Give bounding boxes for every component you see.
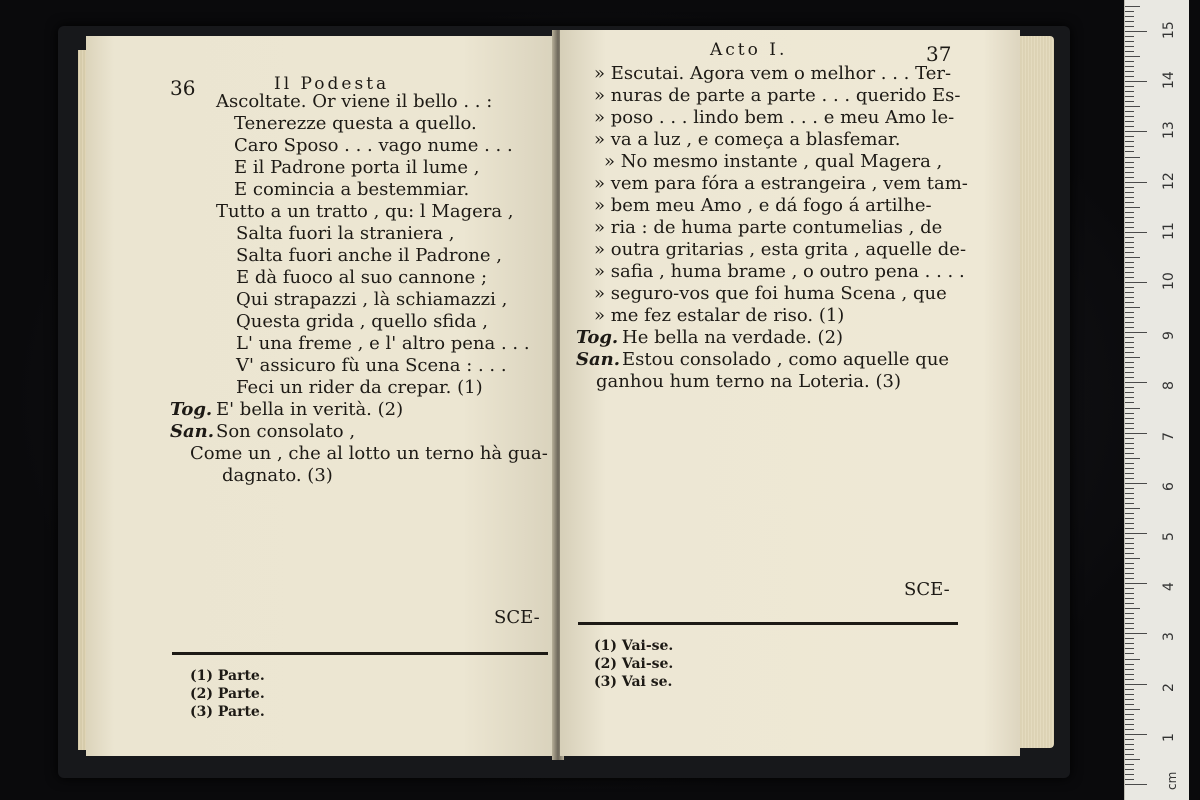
ruler-tick [1125, 106, 1140, 107]
continuation-line: dagnato. (3) [222, 465, 333, 486]
verse-line: Caro Sposo . . . vago nume . . . [234, 135, 513, 156]
dialogue-text: E' bella in verità. (2) [216, 399, 404, 420]
ruler-number: 1 [1161, 732, 1177, 742]
ruler-number: 15 [1161, 21, 1177, 39]
ruler-tick [1125, 242, 1134, 243]
ruler-tick [1125, 633, 1147, 634]
ruler-tick [1125, 719, 1134, 720]
ruler-tick [1125, 548, 1134, 549]
ruler-tick [1125, 588, 1134, 589]
prose-line: » poso . . . lindo bem . . . e meu Amo le- [594, 107, 955, 128]
ruler-tick [1125, 192, 1134, 193]
ruler-tick [1125, 277, 1134, 278]
dialogue-text: Son consolato , [216, 421, 356, 442]
footnote-rule [578, 622, 958, 625]
verse-line: E il Padrone porta il lume , [234, 157, 480, 178]
ruler-tick [1125, 493, 1134, 494]
ruler-tick [1125, 779, 1134, 780]
footnote: (3) Parte. [190, 704, 265, 720]
verse-line: Feci un rider da crepar. (1) [236, 377, 483, 398]
ruler-tick [1125, 197, 1134, 198]
ruler-tick [1125, 774, 1134, 775]
continuation-line: Come un , che al lotto un terno hà gua- [190, 443, 548, 464]
ruler-tick [1125, 327, 1134, 328]
verse-line: Qui strapazzi , là schiamazzi , [236, 289, 508, 310]
ruler-number: 7 [1161, 431, 1177, 441]
ruler-tick [1125, 533, 1147, 534]
ruler-tick [1125, 463, 1134, 464]
ruler-tick [1125, 628, 1134, 629]
ruler-tick [1125, 453, 1134, 454]
ruler-tick [1125, 704, 1134, 705]
ruler-tick [1125, 583, 1147, 584]
ruler-number: 12 [1161, 171, 1177, 190]
ruler-tick [1125, 337, 1134, 338]
ruler-number: 9 [1161, 331, 1177, 341]
ruler-tick [1125, 177, 1134, 178]
ruler-tick [1125, 36, 1134, 37]
ruler-tick [1125, 91, 1134, 92]
ruler-tick [1125, 764, 1134, 765]
ruler-tick [1125, 252, 1134, 253]
ruler-tick [1125, 121, 1134, 122]
ruler-tick [1125, 674, 1134, 675]
measurement-ruler [1124, 0, 1189, 800]
ruler-tick [1125, 222, 1134, 223]
ruler-number: 13 [1161, 121, 1177, 140]
ruler-tick [1125, 372, 1134, 373]
ruler-tick [1125, 653, 1134, 654]
ruler-tick [1125, 227, 1134, 228]
ruler-tick [1125, 182, 1147, 183]
ruler-tick [1125, 769, 1134, 770]
footnote-rule [172, 652, 548, 655]
verse-line: Salta fuori anche il Padrone , [236, 245, 502, 266]
ruler-tick [1125, 598, 1134, 599]
ruler-tick [1125, 297, 1134, 298]
footnote: (2) Parte. [190, 686, 265, 702]
prose-line: » seguro-vos que foi huma Scena , que [594, 283, 947, 304]
ruler-tick [1125, 643, 1134, 644]
ruler-tick [1125, 689, 1134, 690]
ruler-tick [1125, 623, 1134, 624]
ruler-tick [1125, 418, 1134, 419]
speaker-label: San. [170, 421, 215, 442]
footnote: (1) Vai-se. [594, 638, 674, 654]
dialogue-text: Estou consolado , como aquelle que [622, 349, 950, 370]
speaker-label: Tog. [170, 399, 213, 420]
ruler-tick [1125, 749, 1134, 750]
ruler-tick [1125, 538, 1134, 539]
ruler-tick [1125, 553, 1134, 554]
ruler-tick [1125, 729, 1134, 730]
ruler-tick [1125, 754, 1134, 755]
ruler-number: 11 [1161, 221, 1177, 240]
ruler-tick [1125, 187, 1134, 188]
verse-line: Salta fuori la straniera , [236, 223, 455, 244]
ruler-tick [1125, 669, 1134, 670]
verse-line: Ascoltate. Or viene il bello . . : [216, 91, 493, 112]
ruler-tick [1125, 76, 1134, 77]
ruler-tick [1125, 332, 1147, 333]
ruler-tick [1125, 739, 1134, 740]
ruler-tick [1125, 684, 1147, 685]
footnote: (2) Vai-se. [594, 656, 674, 672]
ruler-tick [1125, 292, 1134, 293]
ruler-tick [1125, 51, 1134, 52]
ruler-number: 6 [1161, 481, 1177, 491]
prose-line: » vem para fóra a estrangeira , vem tam- [594, 173, 968, 194]
ruler-tick [1125, 207, 1140, 208]
ruler-tick [1125, 172, 1134, 173]
ruler-number: 10 [1161, 272, 1177, 290]
ruler-tick [1125, 679, 1134, 680]
ruler-tick [1125, 302, 1134, 303]
catchword: SCE- [494, 607, 540, 628]
right-page-header: Acto I. [710, 40, 788, 60]
prose-line: » safia , huma brame , o outro pena . . . . [594, 261, 965, 282]
right-page [560, 30, 1020, 756]
ruler-number: 4 [1161, 582, 1177, 592]
dialogue-text: He bella na verdade. (2) [622, 327, 844, 348]
ruler-tick [1125, 212, 1134, 213]
speaker-label: Tog. [576, 327, 619, 348]
ruler-tick [1125, 523, 1134, 524]
ruler-tick [1125, 267, 1134, 268]
ruler-tick [1125, 433, 1147, 434]
ruler-tick [1125, 21, 1134, 22]
ruler-tick [1125, 16, 1134, 17]
speaker-label: San. [576, 349, 621, 370]
ruler-tick [1125, 664, 1134, 665]
ruler-tick [1125, 694, 1134, 695]
prose-line: » me fez estalar de riso. (1) [594, 305, 845, 326]
ruler-tick [1125, 543, 1134, 544]
ruler-tick [1125, 237, 1134, 238]
ruler-tick [1125, 312, 1134, 313]
continuation-line: ganhou hum terno na Loteria. (3) [596, 371, 901, 392]
ruler-number: 8 [1161, 381, 1177, 391]
ruler-tick [1125, 468, 1134, 469]
ruler-tick [1125, 357, 1140, 358]
ruler-tick [1125, 11, 1134, 12]
verse-line: E comincia a bestemmiar. [234, 179, 470, 200]
ruler-tick [1125, 744, 1134, 745]
left-page [86, 36, 556, 756]
ruler-unit-label: cm [1165, 771, 1179, 790]
ruler-tick [1125, 699, 1134, 700]
ruler-tick [1125, 287, 1134, 288]
ruler-tick [1125, 408, 1140, 409]
ruler-tick [1125, 428, 1134, 429]
ruler-tick [1125, 6, 1140, 7]
ruler-tick [1125, 151, 1134, 152]
right-page-number: 37 [926, 42, 952, 66]
ruler-tick [1125, 759, 1140, 760]
ruler-tick [1125, 659, 1140, 660]
ruler-tick [1125, 458, 1140, 459]
ruler-tick [1125, 402, 1134, 403]
left-page-header: Il Podesta [274, 74, 390, 94]
ruler-tick [1125, 648, 1134, 649]
ruler-tick [1125, 483, 1147, 484]
ruler-tick [1125, 66, 1134, 67]
ruler-tick [1125, 734, 1147, 735]
ruler-tick [1125, 563, 1134, 564]
ruler-number: 14 [1161, 71, 1177, 90]
prose-line: » bem meu Amo , e dá fogo á artilhe- [594, 195, 932, 216]
prose-line: » va a luz , e começa a blasfemar. [594, 129, 901, 150]
prose-line: » No mesmo instante , qual Magera , [604, 151, 943, 172]
ruler-tick [1125, 613, 1134, 614]
ruler-tick [1125, 157, 1140, 158]
ruler-tick [1125, 162, 1134, 163]
ruler-tick [1125, 397, 1134, 398]
ruler-tick [1125, 478, 1134, 479]
ruler-tick [1125, 146, 1134, 147]
verse-line: L' una freme , e l' altro pena . . . [236, 333, 530, 354]
ruler-tick [1125, 131, 1147, 132]
prose-line: » outra gritarias , esta grita , aquelle de- [594, 239, 967, 260]
ruler-tick [1125, 352, 1134, 353]
ruler-tick [1125, 26, 1134, 27]
ruler-tick [1125, 116, 1134, 117]
ruler-tick [1125, 558, 1140, 559]
ruler-tick [1125, 86, 1134, 87]
ruler-tick [1125, 618, 1134, 619]
ruler-tick [1125, 568, 1134, 569]
ruler-tick [1125, 46, 1134, 47]
ruler-tick [1125, 488, 1134, 489]
ruler-tick [1125, 518, 1134, 519]
verse-line: Questa grida , quello sfida , [236, 311, 489, 332]
ruler-tick [1125, 448, 1134, 449]
footnote: (1) Parte. [190, 668, 265, 684]
verse-line: E dà fuoco al suo cannone ; [236, 267, 488, 288]
ruler-tick [1125, 498, 1134, 499]
ruler-number: 3 [1161, 632, 1177, 642]
ruler-tick [1125, 382, 1147, 383]
ruler-tick [1125, 603, 1134, 604]
ruler-tick [1125, 473, 1134, 474]
verse-line: Tenerezze questa a quello. [234, 113, 477, 134]
ruler-tick [1125, 423, 1134, 424]
ruler-tick [1125, 528, 1134, 529]
ruler-number: 2 [1161, 682, 1177, 692]
ruler-tick [1125, 322, 1134, 323]
ruler-tick [1125, 61, 1134, 62]
ruler-tick [1125, 317, 1134, 318]
ruler-tick [1125, 56, 1140, 57]
ruler-tick [1125, 81, 1147, 82]
ruler-tick [1125, 111, 1134, 112]
ruler-tick [1125, 126, 1134, 127]
ruler-tick [1125, 141, 1134, 142]
ruler-tick [1125, 282, 1147, 283]
footnote: (3) Vai se. [594, 674, 673, 690]
ruler-tick [1125, 513, 1134, 514]
ruler-tick [1125, 167, 1134, 168]
ruler-tick [1125, 443, 1134, 444]
ruler-tick [1125, 307, 1140, 308]
ruler-tick [1125, 31, 1147, 32]
ruler-tick [1125, 247, 1134, 248]
ruler-tick [1125, 578, 1134, 579]
ruler-tick [1125, 387, 1134, 388]
ruler-tick [1125, 714, 1134, 715]
ruler-tick [1125, 96, 1134, 97]
catchword: SCE- [904, 579, 950, 600]
ruler-tick [1125, 508, 1140, 509]
ruler-tick [1125, 638, 1134, 639]
ruler-tick [1125, 608, 1140, 609]
ruler-tick [1125, 342, 1134, 343]
ruler-tick [1125, 573, 1134, 574]
verse-line: V' assicuro fù una Scena : . . . [236, 355, 507, 376]
verse-line: Tutto a un tratto , qu: l Magera , [216, 201, 514, 222]
prose-line: » ria : de huma parte contumelias , de [594, 217, 943, 238]
ruler-tick [1125, 232, 1147, 233]
ruler-tick [1125, 438, 1134, 439]
ruler-tick [1125, 257, 1140, 258]
ruler-number: 5 [1161, 532, 1177, 541]
left-page-number: 36 [170, 76, 196, 100]
ruler-tick [1125, 593, 1134, 594]
ruler-tick [1125, 784, 1147, 785]
ruler-tick [1125, 503, 1134, 504]
ruler-tick [1125, 262, 1134, 263]
ruler-tick [1125, 367, 1134, 368]
ruler-tick [1125, 136, 1134, 137]
ruler-tick [1125, 709, 1140, 710]
ruler-tick [1125, 377, 1134, 378]
ruler-tick [1125, 724, 1134, 725]
ruler-tick [1125, 101, 1134, 102]
ruler-tick [1125, 41, 1134, 42]
ruler-tick [1125, 217, 1134, 218]
prose-line: » nuras de parte a parte . . . querido Es- [594, 85, 961, 106]
ruler-tick [1125, 362, 1134, 363]
right-page-edges [1018, 36, 1054, 748]
ruler-tick [1125, 71, 1134, 72]
ruler-tick [1125, 413, 1134, 414]
ruler-tick [1125, 272, 1134, 273]
ruler-tick [1125, 347, 1134, 348]
ruler-tick [1125, 392, 1134, 393]
ruler-tick [1125, 202, 1134, 203]
prose-line: » Escutai. Agora vem o melhor . . . Ter- [594, 63, 952, 84]
